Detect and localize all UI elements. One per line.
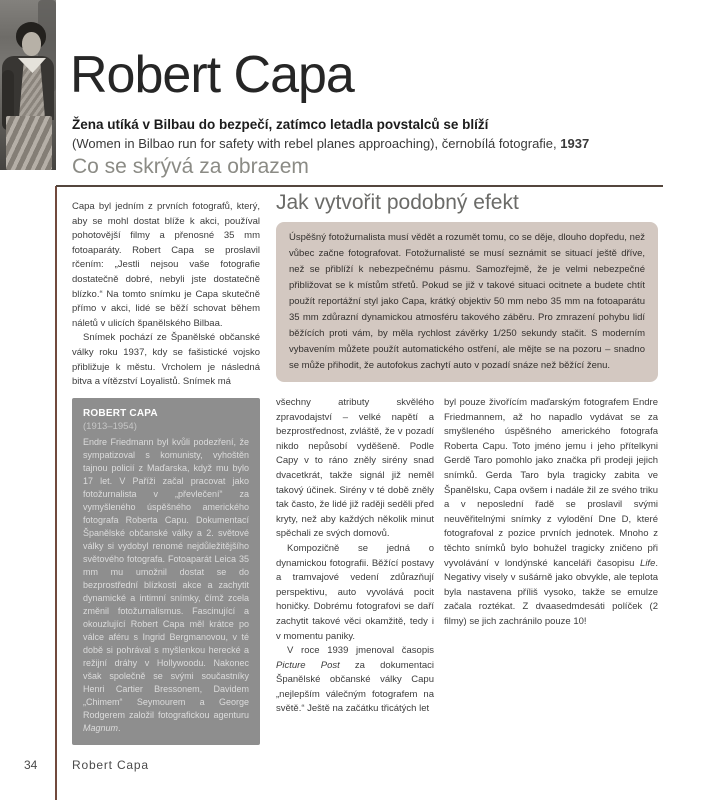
photo-detail bbox=[6, 116, 52, 170]
horizontal-rule bbox=[56, 185, 663, 187]
left-column bbox=[72, 200, 260, 390]
middle-column bbox=[276, 396, 434, 717]
bio-years: (1913–1954) bbox=[83, 420, 137, 432]
photo-caption-english: (Women in Bilbao run for safety with rebel planes approaching), černobílá fotografie, 1937 bbox=[72, 136, 590, 151]
biography-box bbox=[72, 398, 260, 745]
howto-heading: Jak vytvořit podobný efekt bbox=[276, 191, 519, 214]
left-rail bbox=[72, 191, 260, 745]
footer-title: Robert Capa bbox=[72, 758, 149, 772]
right-zone bbox=[276, 191, 658, 745]
bio-text: Endre Friedmann byl kvůli podezření, že sympatizoval s komunisty, vyhoštěn tajnou policií z Maďarska, když mu bylo 17 let. V Paříži začal pracovat jako fotožurnalista v „převlečení“ za vymyšleného úspěšného amerického fotografa Roberta Capu. Dokumentací Španělské občanské války a 2. světové války si vydobyl renomé nejdůležitějšího světového fotografa. Fotoaparát Leica 35 mm mu umožnil dostat se do bezprostřední blízkosti akce a zachytit dynamické a intimní snímky, čímž zcela změnil fotožurnalismus. Fascinující a okouzlující Robert Capa měl krátce po válce aféru s Ingrid Bergmanovou, v té době si pohrával s myšlenkou herecké a režijní dráhy v Hollywoodu. Nakonec však společně se svými součastníky Henri Cartier Bressonem, Davidem „Chimem“ Seymourem a George Rodgerem založil fotografickou agenturu Magnum. bbox=[83, 436, 249, 733]
photo-detail bbox=[22, 32, 41, 56]
bio-name: ROBERT CAPA bbox=[83, 407, 158, 419]
page-title: Robert Capa bbox=[70, 46, 354, 104]
vertical-rule bbox=[55, 186, 57, 800]
right-column bbox=[444, 396, 658, 717]
body-columns bbox=[276, 396, 658, 717]
paragraph: V roce 1939 jmenoval časopis Picture Post za dokumentaci Španělské občanské války Capu „nejlepším válečným fotografem na světě.“ Ještě na začátku třicátých let bbox=[276, 645, 434, 715]
content-area bbox=[72, 191, 658, 745]
paragraph: Snímek pochází ze Španělské občanské války roku 1937, kdy se fašistické vojsko přibližuje k městu. Vrcholem je následná bitva a vítězství Loyalistů. Snímek má bbox=[72, 332, 260, 388]
photo-caption-czech: Žena utíká v Bilbau do bezpečí, zatímco letadla povstalců se blíží bbox=[72, 117, 489, 132]
capa-photo bbox=[0, 0, 56, 170]
section-heading: Co se skrývá za obrazem bbox=[72, 155, 309, 178]
paragraph: Capa byl jedním z prvních fotografů, který, aby se mohl dostat blíže k akci, používal pohotovější filmy a přenosné 35 mm fotoaparáty. Robert Capa se proslavil rčením: „Jestli nejsou vaše fotografie dostatečně dobré, nebyli jste dostatečně blízko.“ Na tomto snímku je Capa skutečně přímo v akci, lidé se běží schovat během náletů v ulicích španělského Bilbaa. bbox=[72, 201, 260, 329]
page-number: 34 bbox=[24, 758, 38, 772]
paragraph: byl pouze živořícím maďarským fotografem Endre Friedmannem, až ho napadlo vydávat se za smyšleného úspěšného amerického fotografa Roberta Capu. Toto jméno jemu i jeho přítelkyni Gerdě Taro pomohlo jako značka při prodeji jejich snímků. Gerda Taro byla tragicky zabita ve Španělsku, Capa ovšem i nadále žil ze svého triku a v neposlední řadě se proslavil svými neuvěřitelnými snímky z vylodění Dne D, které fotografoval z pozice prvních jednotek. Mnoho z těchto snímků bylo bohužel tragicky zničeno při vyvolávání v londýnské kanceláři časopisu Life. Negativy visely v sušárně jako obvykle, ale teplota byla nastavena příliš vysoko, takže se emulze začala roztékat. Z dvaasedmdesáti políček (2 filmy) se jich zachránilo pouze 10! bbox=[444, 397, 658, 627]
howto-box bbox=[276, 222, 658, 382]
paragraph: všechny atributy skvělého zpravodajství – velké napětí a bezprostřednost, zvláště, že v pozadí nikdo nepůsobí vyděšeně. Podle Capy v to ráno zněly sirény snad dvacetkrát, takže signál již neměl takový účinek. Sirény v té době zněly tak často, že lidé již raději seděli před kryty, než aby každých několik minut spěchali ze svých domovů. bbox=[276, 397, 434, 540]
paragraph: Kompozičně se jedná o dynamickou fotografii. Běžící postavy a tramvajové vedení zdůrazňují perspektivu, auto vyvolává pocit honičky. Dobrému fotografovi se daří zachytit takové věci okamžitě, tedy i v momentu paniky. bbox=[276, 542, 434, 642]
howto-text: Úspěšný fotožurnalista musí vědět a rozumět tomu, co se děje, dlouho dopředu, než vůbec začne fotografovat. Fotožurnalisté se musí seznámit se situací ještě dříve, než se přiblíží k nebezpečnému pásmu. Samozřejmě, že je velmi nebezpečné přibližovat se k místům střetů. Pokud se již v takové situaci ocitnete a budete chtít použít reportážní styl jako Capa, krátký objektiv 50 mm nebo 35 mm na fotoaparátu 35 mm zdůrazní dynamickou atmosféru takového záběru. Pro zmrazení pohybu lidí běžících proti vám, by měla rychlost závěrky 1/250 sekundy stačit. S moderním vybavením můžete použít automatického ostření, ale mějte se na pozoru – snadno se může přihodit, že autofokus zachytí auto v pozadí snáze než běžící ženu. bbox=[289, 232, 645, 371]
